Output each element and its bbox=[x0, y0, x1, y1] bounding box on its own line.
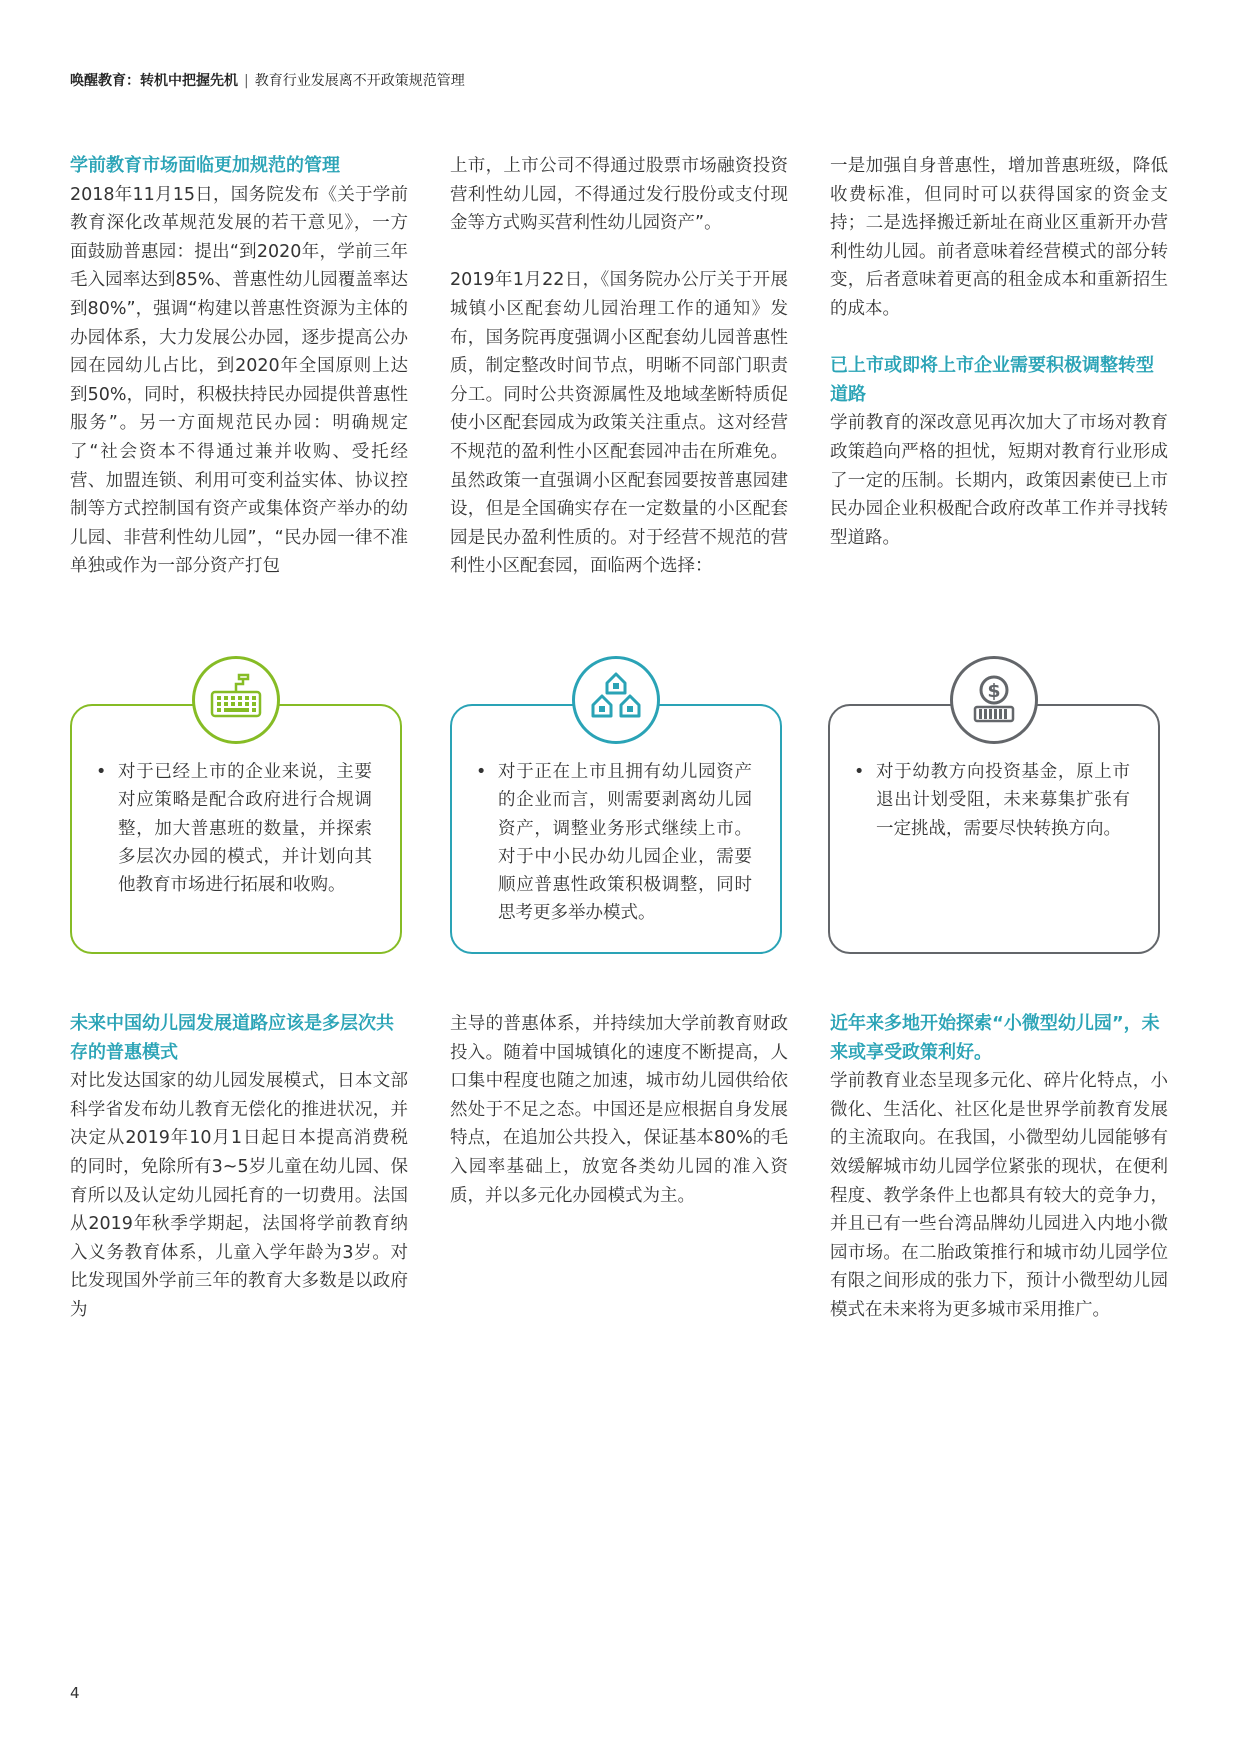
section-heading-future-path: 未来中国幼儿园发展道路应该是多层次共存的普惠模式 bbox=[70, 1013, 394, 1063]
paragraph: 2019年1月22日，《国务院办公厅关于开展城镇小区配套幼儿园治理工作的通知》发布，国务院再度强调小区配套幼儿园普惠性质，制定整改时间节点，明晰不同部门职责分工。同时公共资源属性及地域垄断特质促使小区配套园成为政策关注重点。这对经营不规范的盈利性小区配套园冲击在所难免。虽然政策一直强调小区配套园要按普惠园建设，但是全国确实存在一定数量的小区配套园是民办盈利性质的。对于经营不规范的营利性小区配套园，面临两个选择： bbox=[450, 270, 788, 577]
paragraph: 学前教育业态呈现多元化、碎片化特点，小微化、生活化、社区化是世界学前教育发展的主流取向。在我国，小微型幼儿园能够有效缓解城市幼儿园学位紧张的现状，在便利程度、教学条件上也都具有较大的竞争力，并且已有一些台湾品牌幼儿园进入内地小微园市场。在二胎政策推行和城市幼儿园学位有限之间形成的张力下，预计小微型幼儿园模式在未来将为更多城市采用推广。 bbox=[830, 1071, 1168, 1320]
paragraph: 上市，上市公司不得通过股票市场融资投资营利性幼儿园，不得通过发行股份或支付现金等方式购买营利性幼儿园资产”。 bbox=[450, 156, 788, 234]
page-header bbox=[70, 70, 465, 90]
keyboard-icon bbox=[192, 656, 280, 744]
card-text: 对于正在上市且拥有幼儿园资产的企业而言，则需要剥离幼儿园资产，调整业务形式继续上市。对于中小民办幼儿园企业，需要顺应普惠性政策积极调整，同时思考更多举办模式。 bbox=[498, 762, 752, 924]
paragraph: 一是加强自身普惠性，增加普惠班级，降低收费标准，但同时可以获得国家的资金支持；二是选择搬迁新址在商业区重新开办营利性幼儿园。前者意味着经营模式的部分转变，后者意味着更高的租金成本和重新招生的成本。 bbox=[830, 156, 1168, 319]
section-heading-listed-companies: 已上市或即将上市企业需要积极调整转型道路 bbox=[830, 355, 1154, 405]
paragraph: 2018年11月15日，国务院发布《关于学前教育深化改革规范发展的若干意见》，一方面鼓励普惠园：提出“到2020年，学前三年毛入园率达到85%、普惠性幼儿园覆盖率达到80%”，强调“构建以普惠性资源为主体的办园体系，大力发展公办园，逐步提高公办园在园幼儿占比，到2020年全国原则上达到50%，同时，积极扶持民办园提供普惠性服务”。另一方面规范民办园：明确规定了“社会资本不得通过兼并收购、受托经营、加盟连锁、利用可变利益实体、协议控制等方式控制国有资产或集体资产举办的幼儿园、非营利性幼儿园”，“民办园一律不准单独或作为一部分资产打包 bbox=[70, 184, 408, 577]
card-text: 对于幼教方向投资基金，原上市退出计划受阻，未来募集扩张有一定挑战，需要尽快转换方向。 bbox=[876, 762, 1130, 839]
dollar-coins-icon bbox=[950, 656, 1038, 744]
houses-icon bbox=[572, 656, 660, 744]
top-column-1 bbox=[70, 152, 408, 581]
header-separator: | bbox=[244, 73, 249, 89]
bullet: • bbox=[476, 762, 487, 782]
page-number: 4 bbox=[70, 1684, 80, 1702]
section-heading-regulation: 学前教育市场面临更加规范的管理 bbox=[70, 155, 340, 176]
header-title: 唤醒教育：转机中把握先机 bbox=[70, 73, 238, 89]
bottom-column-2 bbox=[450, 1010, 788, 1210]
bullet: • bbox=[96, 762, 107, 782]
bottom-column-3 bbox=[830, 1010, 1168, 1325]
paragraph: 主导的普惠体系，并持续加大学前教育财政投入。随着中国城镇化的速度不断提高，人口集中程度也随之加速，城市幼儿园供给依然处于不足之态。中国还是应根据自身发展特点，在追加公共投入，保证基本80%的毛入园率基础上，放宽各类幼儿园的准入资质，并以多元化办园模式为主。 bbox=[450, 1014, 788, 1206]
header-subtitle: 教育行业发展离不开政策规范管理 bbox=[254, 73, 465, 89]
bottom-column-1 bbox=[70, 1010, 408, 1325]
card-text: 对于已经上市的企业来说，主要对应策略是配合政府进行合规调整，加大普惠班的数量，并探索多层次办园的模式，并计划向其他教育市场进行拓展和收购。 bbox=[118, 762, 372, 896]
paragraph: 学前教育的深改意见再次加大了市场对教育政策趋向严格的担忧，短期对教育行业形成了一定的压制。长期内，政策因素使已上市民办园企业积极配合政府改革工作并寻找转型道路。 bbox=[830, 413, 1168, 548]
bullet: • bbox=[854, 762, 865, 782]
top-column-2 bbox=[450, 152, 788, 581]
section-heading-micro-kindergarten: 近年来多地开始探索“小微型幼儿园”，未来或享受政策利好。 bbox=[830, 1013, 1160, 1063]
paragraph: 对比发达国家的幼儿园发展模式，日本文部科学省发布幼儿教育无偿化的推进状况，并决定从2019年10月1日起日本提高消费税的同时，免除所有3~5岁儿童在幼儿园、保育所以及认定幼儿园托育的一切费用。法国从2019年秋季学期起，法国将学前教育纳入义务教育体系，儿童入学年龄为3岁。对比发现国外学前三年的教育大多数是以政府为 bbox=[70, 1071, 408, 1320]
top-column-3 bbox=[830, 152, 1168, 552]
svg-text:$: $ bbox=[987, 680, 1001, 702]
